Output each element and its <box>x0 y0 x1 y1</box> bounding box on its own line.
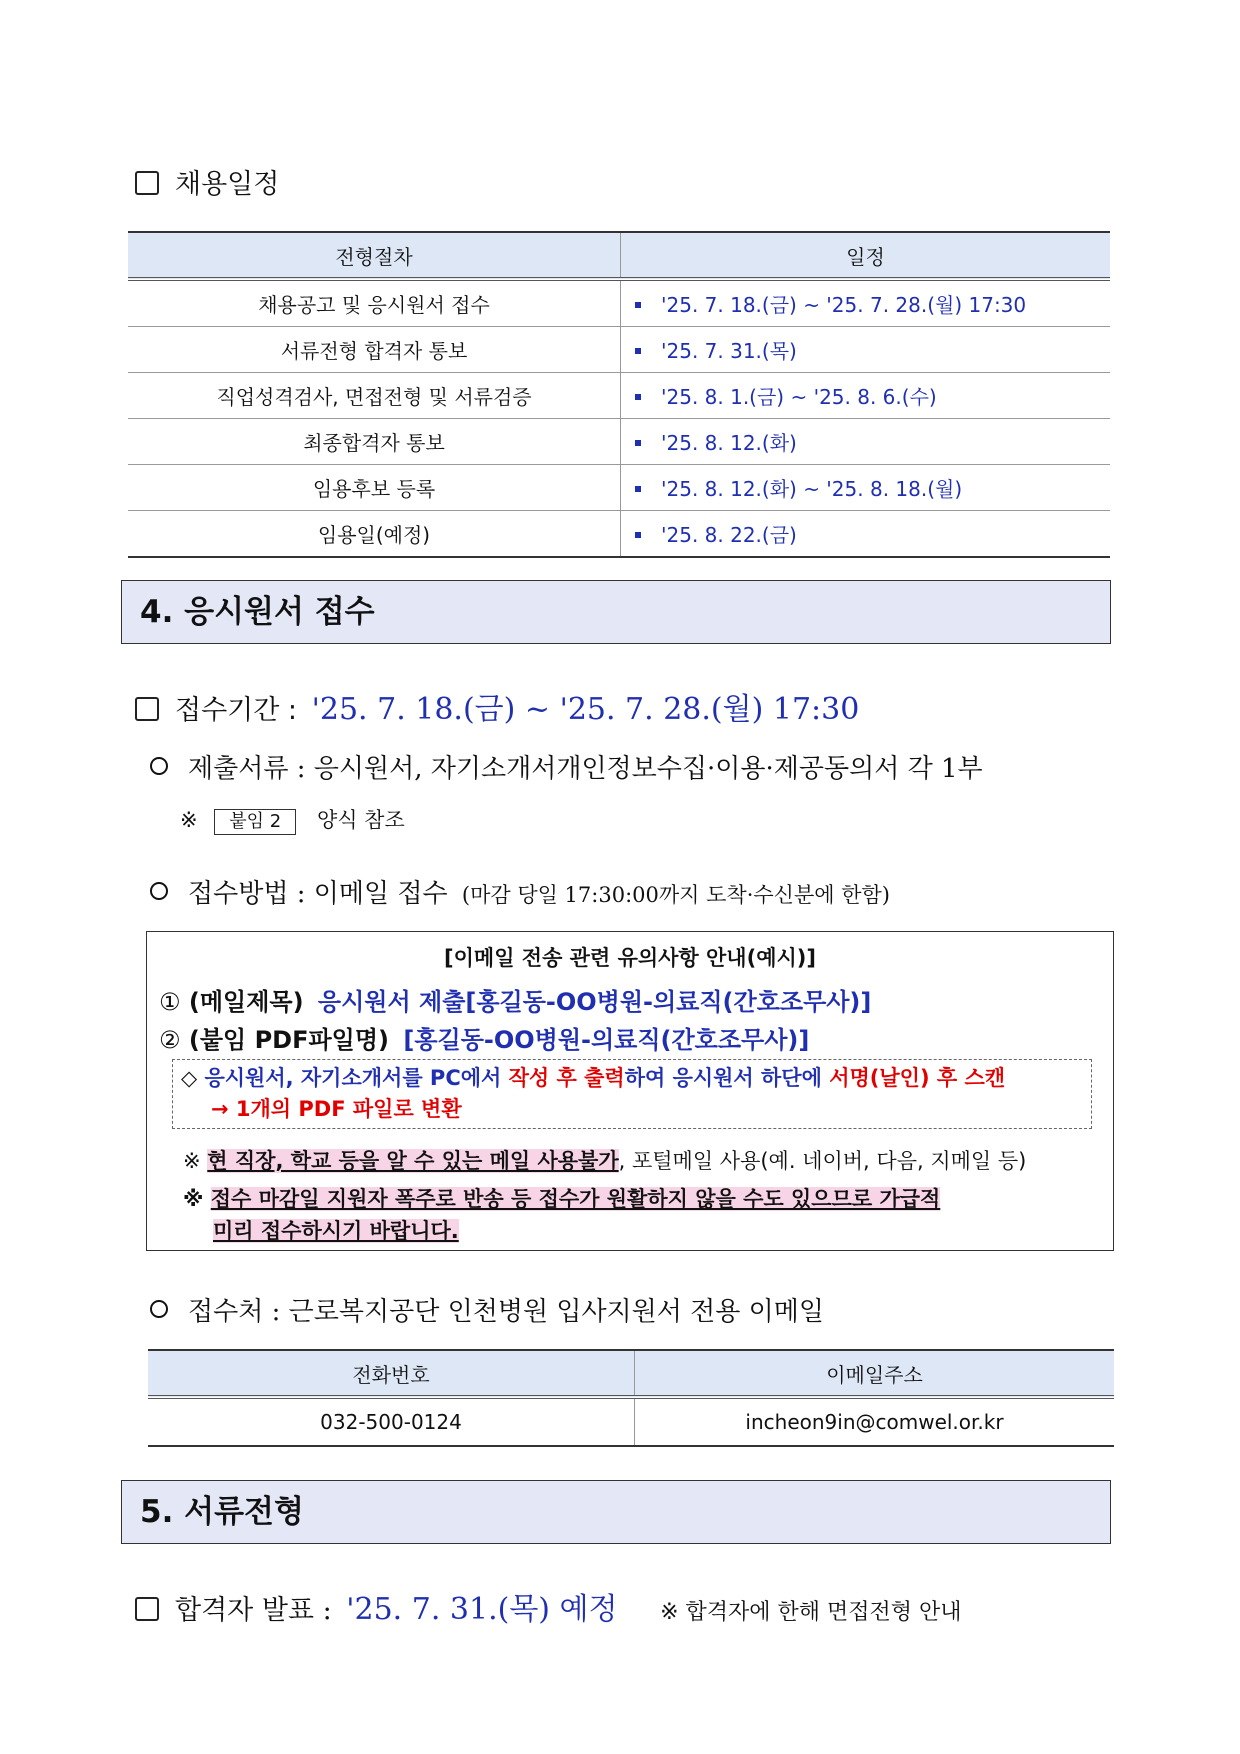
table-row <box>128 419 1110 465</box>
table-header-row <box>128 232 1110 279</box>
step-cell: 임용일(예정) <box>128 511 621 558</box>
table-row <box>128 327 1110 373</box>
table-row <box>128 373 1110 419</box>
section-5-header: 5. 서류전형 <box>121 1480 1111 1544</box>
diamond-icon: ◇ <box>181 1066 198 1090</box>
announce-value: '25. 7. 31.(목) 예정 <box>346 1592 618 1627</box>
attachment-tag: 붙임 2 <box>214 809 296 835</box>
instruction-part: 응시원서, 자기소개서를 PC에서 <box>204 1066 502 1090</box>
bullet-icon <box>635 394 641 400</box>
instruction-part: 서명(날인) 후 스캔 <box>829 1066 1006 1090</box>
circle-bullet-icon <box>150 1300 168 1318</box>
bullet-icon <box>635 302 641 308</box>
bullet-icon <box>635 486 641 492</box>
table-header-row <box>148 1350 1114 1397</box>
email-cell: incheon9in@comwel.or.kr <box>635 1397 1115 1446</box>
period-value: '25. 7. 18.(금) ~ '25. 7. 28.(월) 17:30 <box>311 692 860 727</box>
date-text: '25. 8. 12.(화) ~ '25. 8. 18.(월) <box>661 477 963 501</box>
table-row <box>128 279 1110 327</box>
schedule-heading-text: 채용일정 <box>175 169 280 200</box>
table-row <box>128 511 1110 558</box>
step-cell: 채용공고 및 응시원서 접수 <box>128 279 621 327</box>
column-header-date: 일정 <box>621 232 1111 279</box>
item-number: ② <box>159 1026 181 1054</box>
section-4-header: 4. 응시원서 접수 <box>121 580 1111 644</box>
checkbox-icon <box>135 697 159 721</box>
note-mark: ※ <box>180 808 198 832</box>
date-text: '25. 7. 18.(금) ~ '25. 7. 28.(월) 17:30 <box>661 293 1027 317</box>
date-text: '25. 7. 31.(목) <box>661 339 797 363</box>
destination-line <box>150 1291 824 1328</box>
instruction-part: → 1개의 PDF 파일로 변환 <box>211 1097 462 1121</box>
date-cell <box>621 419 1111 465</box>
column-header-email: 이메일주소 <box>635 1350 1115 1397</box>
docs-line <box>150 748 983 785</box>
notice-title: [이메일 전송 관련 유의사항 안내(예시)] <box>444 946 816 970</box>
bullet-icon <box>635 348 641 354</box>
circle-bullet-icon <box>150 757 168 775</box>
item-value: [홍길동-OO병원-의료직(간호조무사)] <box>403 1026 810 1054</box>
column-header-phone: 전화번호 <box>148 1350 635 1397</box>
date-text: '25. 8. 12.(화) <box>661 431 797 455</box>
step-cell: 임용후보 등록 <box>128 465 621 511</box>
circle-bullet-icon <box>150 882 168 900</box>
note-mark: ※ <box>183 1149 201 1173</box>
email-notice-box <box>146 931 1114 1251</box>
instruction-text <box>181 1063 1081 1125</box>
date-text: '25. 8. 22.(금) <box>661 523 797 547</box>
step-cell: 직업성격검사, 면접전형 및 서류검증 <box>128 373 621 419</box>
item-label: (메일제목) <box>188 988 304 1016</box>
step-cell: 최종합격자 통보 <box>128 419 621 465</box>
method-line <box>150 873 890 910</box>
warning-text: , 포털메일 사용(예. 네이버, 다음, 지메일 등) <box>618 1149 1027 1173</box>
destination-text: 접수처 : 근로복지공단 인천병원 입사지원서 전용 이메일 <box>188 1297 825 1327</box>
schedule-heading <box>135 162 279 201</box>
date-cell <box>621 373 1111 419</box>
item-number: ① <box>159 988 181 1016</box>
announce-note: ※ 합격자에 한해 면접전형 안내 <box>660 1600 962 1625</box>
note-mark: ※ <box>183 1187 204 1211</box>
date-cell <box>621 465 1111 511</box>
warning-1 <box>183 1145 1026 1175</box>
bullet-icon <box>635 440 641 446</box>
docs-note <box>180 804 405 835</box>
period-label: 접수기간 : <box>175 695 298 726</box>
checkbox-icon <box>135 1597 159 1621</box>
warning-highlight: 미리 접수하시기 바랍니다. <box>213 1219 459 1243</box>
instruction-part: 작성 후 출력 <box>508 1066 625 1090</box>
warning-2 <box>183 1183 1103 1247</box>
item-label: (붙임 PDF파일명) <box>188 1026 389 1054</box>
step-cell: 서류전형 합격자 통보 <box>128 327 621 373</box>
bullet-icon <box>635 532 641 538</box>
date-text: '25. 8. 1.(금) ~ '25. 8. 6.(수) <box>661 385 937 409</box>
item-value: 응시원서 제출[홍길동-OO병원-의료직(간호조무사)] <box>317 988 872 1016</box>
note-text: 양식 참조 <box>316 808 405 832</box>
method-label: 접수방법 : 이메일 접수 <box>188 879 448 909</box>
notice-item-1 <box>159 982 871 1017</box>
instruction-box <box>172 1059 1092 1129</box>
docs-text: 제출서류 : 응시원서, 자기소개서개인정보수집·이용·제공동의서 각 1부 <box>188 754 983 784</box>
announce-line <box>135 1584 962 1628</box>
table-row <box>128 465 1110 511</box>
warning-highlight: 접수 마감일 지원자 폭주로 반송 등 접수가 원활하지 않을 수도 있으므로 가급적 <box>210 1187 941 1211</box>
schedule-table <box>128 231 1110 558</box>
instruction-part: 하여 응시원서 하단에 <box>624 1066 822 1090</box>
notice-item-2 <box>159 1020 809 1055</box>
date-cell <box>621 279 1111 327</box>
checkbox-icon <box>135 171 159 195</box>
method-note: (마감 당일 17:30:00까지 도착·수신분에 한함) <box>461 883 890 907</box>
column-header-step: 전형절차 <box>128 232 621 279</box>
contact-table <box>148 1349 1114 1447</box>
phone-cell: 032-500-0124 <box>148 1397 635 1446</box>
period-line <box>135 684 859 728</box>
warning-highlight: 현 직장, 학교 등을 알 수 있는 메일 사용불가 <box>207 1149 619 1173</box>
date-cell <box>621 511 1111 558</box>
announce-label: 합격자 발표 : <box>175 1595 332 1626</box>
date-cell <box>621 327 1111 373</box>
table-row <box>148 1397 1114 1446</box>
